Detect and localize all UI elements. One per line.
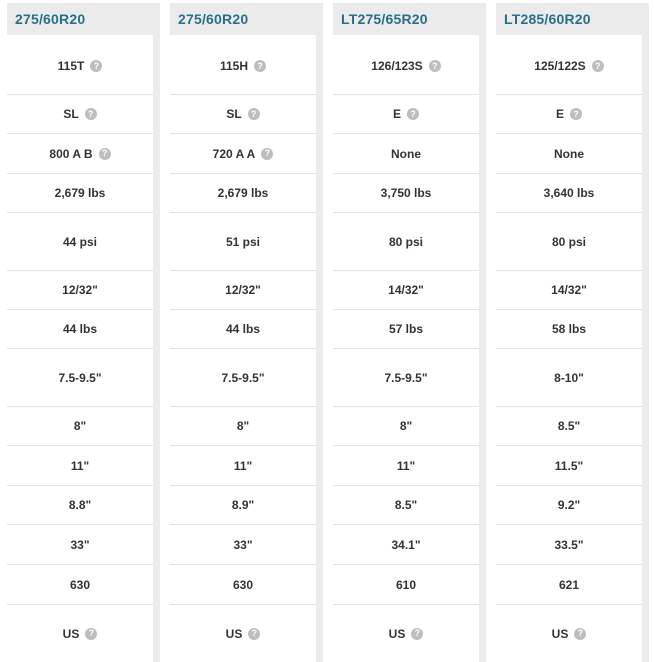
spec-value: 12/32" — [225, 283, 261, 297]
spec-cell — [170, 486, 316, 525]
spec-value: 9.2" — [557, 498, 581, 512]
spec-cell — [170, 446, 316, 486]
spec-value: None — [391, 146, 421, 161]
spec-cell — [7, 565, 153, 605]
tire-column-3 — [333, 3, 486, 662]
help-question-icon[interactable]: ? — [574, 628, 586, 640]
spec-cell — [333, 525, 479, 565]
spec-cell — [170, 213, 316, 271]
spec-cell — [333, 605, 479, 662]
spec-value: 630 — [69, 577, 91, 592]
help-question-icon[interactable]: ? — [99, 148, 111, 160]
help-question-icon[interactable]: ? — [407, 108, 419, 120]
spec-cell — [496, 271, 642, 310]
spec-cell — [333, 271, 479, 310]
spec-cell — [333, 310, 479, 349]
spec-cell — [7, 38, 153, 95]
spec-value: US — [388, 626, 406, 641]
spec-value: 2,679 lbs — [54, 186, 106, 200]
spec-value: 34.1" — [391, 537, 421, 552]
spec-cell — [333, 446, 479, 486]
spec-cell — [333, 213, 479, 271]
tire-column-1 — [7, 3, 160, 662]
spec-value: 11" — [233, 458, 253, 473]
help-question-icon[interactable]: ? — [254, 60, 266, 72]
spec-value: 8-10" — [554, 370, 584, 385]
spec-value: 3,750 lbs — [380, 186, 432, 200]
spec-value: 80 psi — [551, 234, 587, 249]
spec-cell — [496, 486, 642, 525]
help-question-icon[interactable]: ? — [429, 60, 441, 72]
column-header-size[interactable]: LT275/65R20 — [333, 3, 486, 35]
spec-cell — [496, 213, 642, 271]
spec-cell — [496, 565, 642, 605]
spec-cell — [170, 407, 316, 446]
column-header-size[interactable]: 275/60R20 — [170, 3, 323, 35]
spec-cell — [496, 525, 642, 565]
spec-value: 125/122S — [534, 59, 586, 73]
spec-value: 630 — [232, 577, 254, 592]
spec-cell — [170, 174, 316, 213]
spec-cell — [170, 605, 316, 662]
spec-value: 11" — [70, 458, 90, 473]
spec-value: 2,679 lbs — [217, 186, 269, 200]
spec-cell — [496, 407, 642, 446]
spec-value: 8.9" — [231, 498, 255, 512]
spec-value: SL — [226, 107, 242, 121]
spec-value: 8" — [236, 419, 250, 433]
spec-cell — [333, 95, 479, 134]
spec-value: SL — [63, 107, 79, 121]
spec-cell — [496, 38, 642, 95]
spec-value: 58 lbs — [551, 322, 587, 336]
spec-value: US — [225, 626, 243, 641]
spec-cell — [333, 134, 479, 174]
spec-value: 126/123S — [371, 59, 423, 73]
spec-value: 12/32" — [62, 283, 98, 297]
spec-cell — [7, 605, 153, 662]
column-header-size[interactable]: LT285/60R20 — [496, 3, 649, 35]
spec-value: 51 psi — [225, 234, 261, 249]
spec-value: 44 psi — [62, 234, 98, 249]
spec-value: 800 A B — [49, 146, 93, 161]
spec-cell — [7, 174, 153, 213]
spec-cell — [333, 486, 479, 525]
spec-cell — [496, 446, 642, 486]
spec-value: 610 — [395, 577, 417, 592]
help-question-icon[interactable]: ? — [248, 108, 260, 120]
help-question-icon[interactable]: ? — [85, 628, 97, 640]
spec-cell — [333, 407, 479, 446]
spec-cell — [170, 565, 316, 605]
spec-value: 8.8" — [68, 498, 92, 512]
tire-column-4 — [496, 3, 649, 662]
spec-value: 7.5-9.5" — [221, 370, 265, 385]
spec-cell — [170, 525, 316, 565]
spec-cell — [496, 310, 642, 349]
help-question-icon[interactable]: ? — [411, 628, 423, 640]
spec-cell — [7, 213, 153, 271]
spec-cell — [170, 349, 316, 407]
help-question-icon[interactable]: ? — [592, 60, 604, 72]
spec-value: 8" — [399, 419, 413, 433]
spec-cell — [333, 174, 479, 213]
spec-cell — [170, 38, 316, 95]
spec-cell — [496, 174, 642, 213]
spec-cell — [170, 134, 316, 174]
spec-cell — [496, 349, 642, 407]
spec-cell — [496, 605, 642, 662]
spec-value: 33.5" — [554, 537, 584, 552]
help-question-icon[interactable]: ? — [85, 108, 97, 120]
spec-value: 11" — [396, 458, 416, 473]
spec-cell — [170, 310, 316, 349]
spec-value: 14/32" — [551, 283, 587, 297]
spec-cell — [7, 95, 153, 134]
spec-value: 7.5-9.5" — [384, 370, 428, 385]
tire-column-2 — [170, 3, 323, 662]
spec-value: None — [554, 146, 584, 161]
spec-cell — [333, 349, 479, 407]
spec-cell — [170, 271, 316, 310]
spec-value: 7.5-9.5" — [58, 370, 102, 385]
spec-cell — [7, 525, 153, 565]
spec-value: 3,640 lbs — [543, 186, 595, 200]
spec-value: 8" — [73, 419, 87, 433]
spec-value: 720 A A — [212, 146, 256, 161]
spec-value: 57 lbs — [388, 322, 424, 336]
spec-value: 33" — [233, 537, 253, 552]
spec-cell — [7, 134, 153, 174]
spec-cell — [7, 486, 153, 525]
help-question-icon[interactable]: ? — [90, 60, 102, 72]
spec-value: 80 psi — [388, 234, 424, 249]
spec-cell — [7, 271, 153, 310]
spec-value: E — [392, 107, 401, 121]
spec-value: 14/32" — [388, 283, 424, 297]
help-question-icon[interactable]: ? — [570, 108, 582, 120]
spec-cell — [7, 407, 153, 446]
spec-cell — [333, 38, 479, 95]
help-question-icon[interactable]: ? — [261, 148, 273, 160]
spec-value: 44 lbs — [62, 322, 98, 336]
spec-value: 621 — [558, 577, 580, 592]
spec-cell — [496, 134, 642, 174]
spec-cell — [7, 349, 153, 407]
spec-value: 115T — [57, 59, 85, 73]
spec-cell — [496, 95, 642, 134]
spec-value: US — [62, 626, 80, 641]
spec-value: 11.5" — [554, 458, 584, 473]
spec-value: 115H — [219, 59, 249, 73]
spec-value: E — [555, 107, 564, 121]
spec-value: 33" — [70, 537, 90, 552]
spec-cell — [170, 95, 316, 134]
help-question-icon[interactable]: ? — [248, 628, 260, 640]
spec-value: 8.5" — [394, 498, 418, 512]
spec-cell — [333, 565, 479, 605]
column-header-size[interactable]: 275/60R20 — [7, 3, 160, 35]
spec-cell — [7, 310, 153, 349]
spec-value: 44 lbs — [225, 322, 261, 336]
spec-value: 8.5" — [557, 419, 581, 433]
spec-value: US — [551, 626, 569, 641]
spec-cell — [7, 446, 153, 486]
